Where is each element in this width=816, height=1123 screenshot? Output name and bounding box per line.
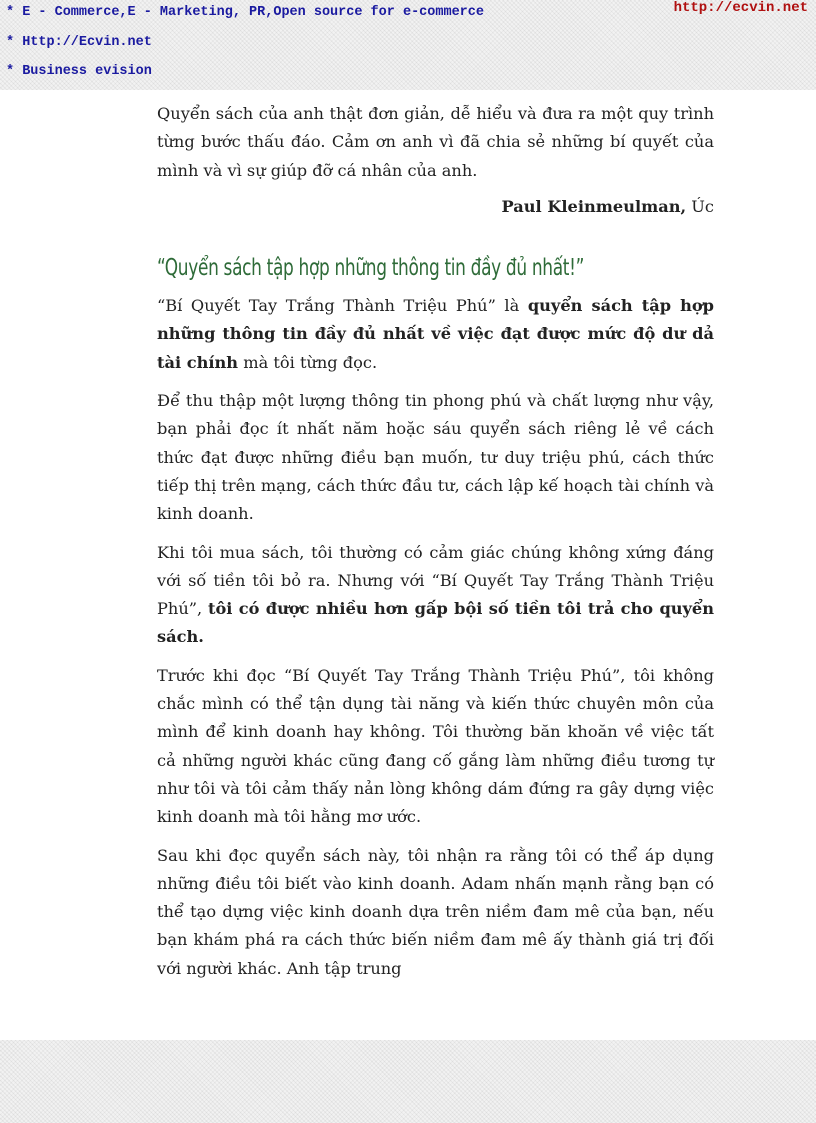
- paragraph-1-emphasis: quyển sách tập hợp những thông tin đầy đủ nhất về việc đạt được mức độ dư dả tài chính: [157, 296, 714, 372]
- attribution-country: Úc: [686, 196, 714, 216]
- header-line-business: * Business evision: [6, 64, 152, 79]
- paragraph-3-start: Khi tôi mua sách, tôi thường có cảm giác chúng không xứng đáng với số tiền tôi bỏ ra. Nhưng với “Bí Quyết Tay Trắng Thành Triệu Phú”,: [157, 542, 714, 619]
- header-url-link[interactable]: http://ecvin.net: [673, 0, 808, 16]
- footer-background: [0, 1040, 816, 1123]
- paragraph-3: [157, 539, 714, 652]
- paragraph-5: Sau khi đọc quyển sách này, tôi nhận ra rằng tôi có thể áp dụng những điều tôi biết vào kinh doanh. Adam nhấn mạnh rằng bạn có thể tạo dựng việc kinh doanh dựa trên niềm đam mê của bạn, nếu bạn khám phá ra cách thức biến niềm đam mê ấy thành giá trị đối với người khác. Anh tập trung: [157, 845, 714, 978]
- document-page: [0, 90, 816, 1040]
- section-title: “Quyển sách tập hợp những thông tin đầy đủ nhất!”: [157, 255, 585, 282]
- paragraph-1: [157, 292, 714, 377]
- paragraph-4: Trước khi đọc “Bí Quyết Tay Trắng Thành Triệu Phú”, tôi không chắc mình có thể tận dụng tài năng và kiến thức chuyên môn của mình để kinh doanh hay không. Tôi thường băn khoăn về việc tất cả những người khác cũng đang cố gắng làm những điều tương tự như tôi và tôi cảm thấy nản lòng không dám đứng ra gây dựng việc kinh doanh mà tôi hằng mơ ước.: [157, 665, 714, 827]
- header-line-ecommerce: * E - Commerce,E - Marketing, PR,Open source for e-commerce: [6, 5, 484, 20]
- page-content: [157, 90, 714, 983]
- intro-paragraph: Quyển sách của anh thật đơn giản, dễ hiểu và đưa ra một quy trình từng bước thấu đáo. Cảm ơn anh vì đã chia sẻ những bí quyết của mình và vì sự giúp đỡ cá nhân của anh.: [157, 104, 714, 180]
- paragraph-1-end: mà tôi từng đọc.: [238, 352, 378, 372]
- header-banner: [0, 0, 816, 90]
- paragraph-2: Để thu thập một lượng thông tin phong phú và chất lượng như vậy, bạn phải đọc ít nhất năm hoặc sáu quyển sách riêng lẻ về cách thức đạt được những điều bạn muốn, tư duy triệu phú, cách thức tiếp thị trên mạng, cách thức đầu tư, cách lập kế hoạch tài chính và kinh doanh.: [157, 391, 714, 524]
- attribution-author: Paul Kleinmeulman,: [501, 196, 687, 216]
- intro-attribution: [157, 193, 714, 221]
- paragraph-3-emphasis: tôi có được nhiều hơn gấp bội số tiền tôi trả cho quyển sách.: [157, 599, 715, 647]
- header-line-http[interactable]: * Http://Ecvin.net: [6, 35, 152, 50]
- paragraph-1-start: “Bí Quyết Tay Trắng Thành Triệu Phú” là: [157, 296, 528, 316]
